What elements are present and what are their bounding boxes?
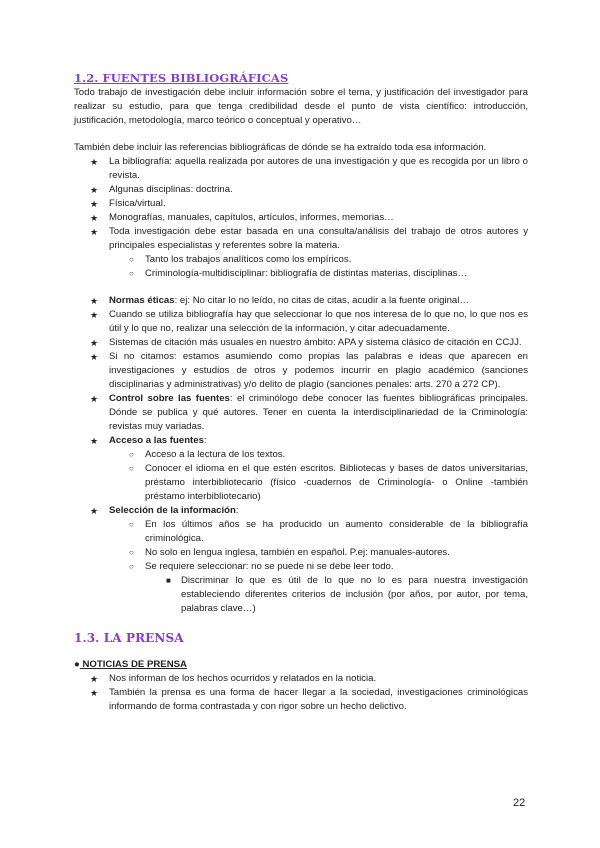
sub-list-item: ○ Acceso a la lectura de los textos.	[129, 449, 286, 460]
star-icon: ★	[90, 506, 99, 516]
star-icon: ★	[90, 296, 99, 306]
sub-list-item: ○ Conocer el idioma en el que estén escritos. Bibliotecas y bases de datos universitarias, préstamo interbibliotecario (físico -cuadernos de Criminología- o Online -también préstamo interbibliotecario)	[129, 463, 528, 502]
star-icon: ★	[90, 157, 99, 167]
circle-icon: ○	[129, 450, 134, 459]
bullet-list-fuentes	[74, 155, 528, 281]
circle-icon: ○	[129, 548, 134, 557]
list-item: ★ Nos informan de los hechos ocurridos y relatados en la noticia.	[90, 673, 377, 684]
star-icon: ★	[90, 310, 99, 320]
list-item: ★ Monografías, manuales, capítulos, artículos, informes, memorias…	[90, 212, 394, 223]
circle-icon: ○	[129, 255, 134, 264]
list-item: ★ Algunas disciplinas: doctrina.	[90, 184, 233, 195]
list-item: ★ La bibliografía: aquella realizada por autores de una investigación y que es recogida por un libro o revista.	[90, 156, 528, 181]
list-item: ★ También la prensa es una forma de hacer llegar a la sociedad, investigaciones criminológicas informando de forma contrastada y con rigor sobre un hecho delictivo.	[90, 687, 528, 712]
intro-paragraph-2: También debe incluir las referencias bibliográficas de dónde se ha extraído toda esa información.	[74, 142, 487, 153]
sub-list-item: ○ En los últimos años se ha producido un aumento considerable de la bibliografía criminológica.	[129, 519, 528, 544]
star-icon: ★	[90, 199, 99, 209]
list-item: ★ Toda investigación debe estar basada en una consulta/análisis del trabajo de otros autores y principales especialistas y referentes sobre la materia. ○ Tanto los trabajos analíticos como los empíricos. ○ Criminología-multidisciplinar: bibliografía de distintas materias, disciplinas…	[74, 225, 528, 281]
list-item: ★ Si no citamos: estamos asumiendo como propias las palabras e ideas que aparecen en investigaciones y estudios de otros y podemos incurrir en plagio académico (sanciones disciplinarias y administrativas) y/o delito de plagio (sanciones penales: arts. 270 a 272 CP).	[90, 351, 528, 390]
bullet-dot-icon: ●	[74, 659, 80, 670]
sub-list-item: ○ Se requiere seleccionar: no se puede ni se debe leer todo. ■ Discriminar lo que es útil de lo que no lo es para nuestra investigación estableciendo diferentes criterios de inclusión (por años, por autor, por tema, palabras clave…)	[74, 560, 528, 616]
bullet-list-normas	[74, 294, 528, 616]
sub-list-item: ○ Tanto los trabajos analíticos como los empíricos.	[129, 254, 352, 265]
list-item: ★ Acceso a las fuentes: ○ Acceso a la lectura de los textos. ○ Conocer el idioma en el que estén escritos. Bibliotecas y bases de datos universitarias, préstamo interbibliotecario (físico -cuadernos de Criminología- o Online -también préstamo interbibliotecario)	[74, 434, 528, 504]
sub-list-item: ○ Criminología-multidisciplinar: bibliografía de distintas materias, disciplinas…	[129, 268, 468, 279]
star-icon: ★	[90, 227, 99, 237]
star-icon: ★	[90, 688, 99, 698]
section-title-prensa: 1.3. LA PRENSA	[74, 631, 184, 645]
star-icon: ★	[90, 213, 99, 223]
list-item: ★ Control sobre las fuentes: el criminólogo debe conocer las fuentes bibliográficas principales. Dónde se publica y qué autores. Tener en cuenta la interdisciplinariedad de la Criminología: revistas muy variadas.	[90, 393, 528, 432]
star-icon: ★	[90, 185, 99, 195]
star-icon: ★	[90, 674, 99, 684]
star-icon: ★	[90, 394, 99, 404]
square-icon: ■	[166, 576, 171, 585]
sub-list-item: ○ No solo en lengua inglesa, también en español. P.ej: manuales-autores.	[129, 547, 450, 558]
page-number: 22	[513, 797, 526, 809]
circle-icon: ○	[129, 520, 134, 529]
intro-paragraph: Todo trabajo de investigación debe incluir información sobre el tema, y justificación del investigador para realizar su estudio, para que tenga credibilidad desde el punto de vista científico: introducción, justificación, metodología, marco teórico o conceptual y operativo…	[74, 87, 528, 126]
list-item: ★ Cuando se utiliza bibliografía hay que seleccionar lo que nos interesa de lo que no, lo que nos es útil y lo que no, realizar una selección de la información, y citar adecuadamente.	[90, 309, 528, 334]
list-item: ★ Física/virtual.	[90, 198, 166, 209]
list-item: ★ Selección de la información: ○ En los últimos años se ha producido un aumento considerable de la bibliografía criminológica. ○ No solo en lengua inglesa, también en español. P.ej: manuales-autores. ○ Se requiere seleccionar: no se puede ni se debe leer todo. ■ Discriminar lo que es útil de lo que no lo es para nuestra investigación estableciendo diferentes criterios de inclusión (por años, por autor, por tema, palabras clave…)	[74, 504, 528, 616]
section-title-fuentes: 1.2. FUENTES BIBLIOGRÁFICAS	[74, 71, 289, 85]
document-page	[74, 70, 528, 714]
sub-sub-list-item: ■ Discriminar lo que es útil de lo que no lo es para nuestra investigación estableciendo diferentes criterios de inclusión (por años, por autor, por tema, palabras clave…)	[166, 575, 528, 614]
list-item: ★ Sistemas de citación más usuales en nuestro ámbito: APA y sistema clásico de citación en CCJJ.	[90, 337, 522, 348]
star-icon: ★	[90, 352, 99, 362]
circle-icon: ○	[129, 269, 134, 278]
list-item: ★ Normas éticas: ej: No citar lo no leído, no citas de citas, acudir a la fuente original…	[90, 295, 469, 306]
circle-icon: ○	[129, 562, 134, 571]
star-icon: ★	[90, 436, 99, 446]
bullet-list-prensa	[74, 672, 528, 714]
star-icon: ★	[90, 338, 99, 348]
news-heading: ● NOTICIAS DE PRENSA	[74, 659, 187, 670]
circle-icon: ○	[129, 464, 134, 473]
